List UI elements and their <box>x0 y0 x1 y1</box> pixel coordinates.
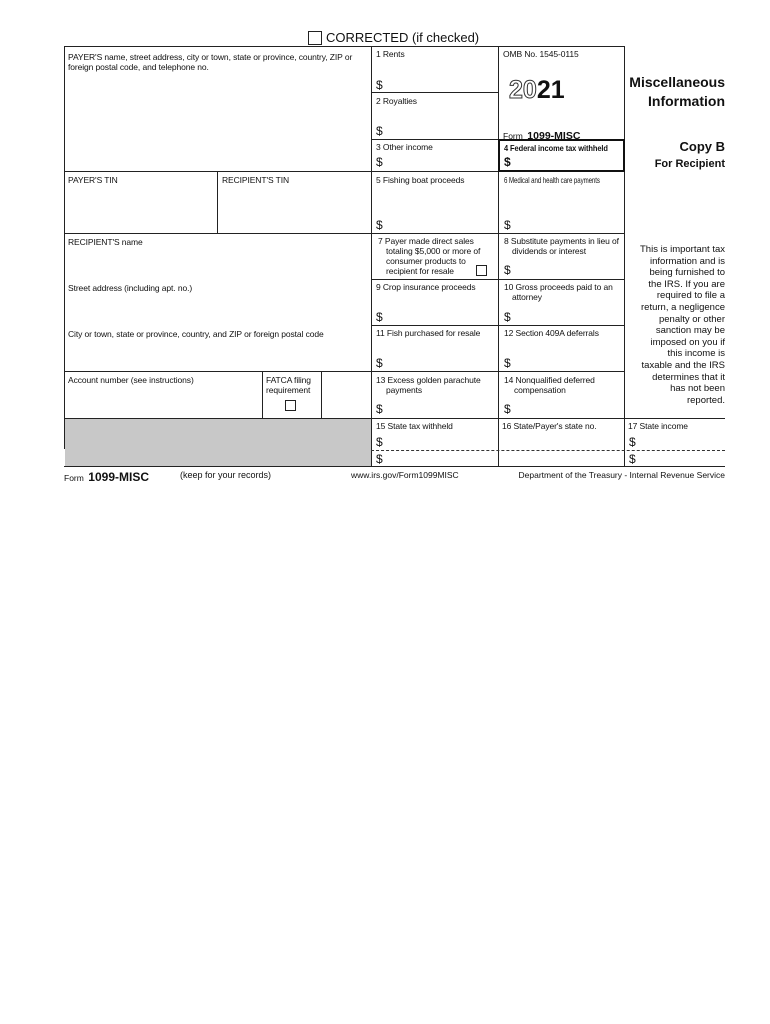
box6-dollar: $ <box>504 218 511 232</box>
box3-dollar: $ <box>376 155 383 169</box>
fatca-label-2: requirement <box>266 385 311 395</box>
box15-dollar-1: $ <box>376 435 383 449</box>
box4-label: 4 Federal income tax withheld <box>504 143 608 153</box>
fatca-checkbox[interactable] <box>285 400 296 411</box>
footer-keep-note: (keep for your records) <box>180 470 272 480</box>
box10-dollar: $ <box>504 310 511 324</box>
box7-checkbox[interactable] <box>476 265 487 276</box>
city-state-label: City or town, state or province, country, and ZIP or foreign postal code <box>68 329 324 339</box>
box16-label: 16 State/Payer's state no. <box>502 421 597 431</box>
box13-label-1: 13 Excess golden parachute <box>376 375 481 385</box>
box10-label-1: 10 Gross proceeds paid to an <box>504 282 613 292</box>
notice-line: reported. <box>686 394 725 406</box>
box1-label: 1 Rents <box>376 49 405 59</box>
account-number-label: Account number (see instructions) <box>68 375 194 385</box>
notice-text <box>626 244 725 406</box>
tax-year-suffix: 21 <box>536 76 565 104</box>
box7-label-1: 7 Payer made direct sales <box>378 236 474 246</box>
payer-name-label: PAYER'S name, street address, city or town, state or province, country, ZIP or foreign postal code, and telephone no. <box>68 52 353 72</box>
recipient-name-label: RECIPIENT'S name <box>68 237 143 247</box>
tax-year-prefix: 20 <box>509 76 537 104</box>
payer-tin-label: PAYER'S TIN <box>68 175 118 185</box>
omb-form-word: Form <box>503 131 523 141</box>
box13-dollar: $ <box>376 402 383 416</box>
notice-line: has not been <box>670 383 725 395</box>
box11-dollar: $ <box>376 356 383 370</box>
copy-label: Copy B <box>679 139 725 154</box>
box9-dollar: $ <box>376 310 383 324</box>
box7-label-2: totaling $5,000 or more of <box>386 246 481 256</box>
notice-line: imposed on you if <box>650 336 725 348</box>
omb-number: OMB No. 1545-0115 <box>503 49 579 59</box>
recipient-tin-label: RECIPIENT'S TIN <box>222 175 290 185</box>
box2-dollar: $ <box>376 124 383 138</box>
footer-department: Department of the Treasury - Internal Revenue Service <box>518 470 725 480</box>
box12-label: 12 Section 409A deferrals <box>504 328 599 338</box>
for-recipient-label: For Recipient <box>654 158 725 170</box>
box3-label: 3 Other income <box>376 142 433 152</box>
box15-label: 15 State tax withheld <box>376 421 453 431</box>
box7-label-4: recipient for resale <box>386 266 454 276</box>
omb-form-name: 1099-MISC <box>527 130 581 142</box>
box5-dollar: $ <box>376 218 383 232</box>
box4-dollar: $ <box>504 155 511 169</box>
box14-label-2: compensation <box>514 385 566 395</box>
box8-label-1: 8 Substitute payments in lieu of <box>504 236 619 246</box>
notice-line: sanction may be <box>655 325 725 337</box>
shaded-area <box>65 419 371 466</box>
street-address-label: Street address (including apt. no.) <box>68 283 193 293</box>
fatca-label-1: FATCA filing <box>266 375 311 385</box>
box2-label: 2 Royalties <box>376 96 417 106</box>
footer-form-name: 1099-MISC <box>88 470 149 484</box>
box6-label: 6 Medical and health care payments <box>504 175 600 185</box>
box17-label: 17 State income <box>628 421 688 431</box>
box5-label: 5 Fishing boat proceeds <box>376 175 465 185</box>
notice-line: This is important tax <box>640 244 725 255</box>
box14-label-1: 14 Nonqualified deferred <box>504 375 595 385</box>
box8-dollar: $ <box>504 263 511 277</box>
notice-line: this income is <box>667 348 725 360</box>
footer-form-id <box>64 468 149 486</box>
notice-line: determines that it <box>652 371 725 383</box>
box1-dollar: $ <box>376 78 383 92</box>
box17-dollar-2: $ <box>629 452 636 466</box>
notice-line: information and is <box>650 255 725 267</box>
omb-form-id <box>503 126 580 144</box>
box10-label-2: attorney <box>512 292 542 302</box>
box15-dollar-2: $ <box>376 452 383 466</box>
footer-url: www.irs.gov/Form1099MISC <box>351 470 459 480</box>
footer-form-word: Form <box>64 473 84 483</box>
form-title-line1: Miscellaneous <box>629 74 725 90</box>
corrected-checkbox[interactable] <box>308 31 322 45</box>
box12-dollar: $ <box>504 356 511 370</box>
notice-line: required to file a <box>656 290 725 302</box>
box8-label-2: dividends or interest <box>512 246 586 256</box>
notice-line: the IRS. If you are <box>648 278 725 290</box>
notice-line: penalty or other <box>658 313 725 325</box>
box7-label-3: consumer products to <box>386 256 466 266</box>
notice-line: being furnished to <box>649 267 725 279</box>
corrected-label: CORRECTED (if checked) <box>326 30 480 45</box>
box9-label: 9 Crop insurance proceeds <box>376 282 476 292</box>
notice-line: return, a negligence <box>641 301 725 313</box>
box13-label-2: payments <box>386 385 423 395</box>
box11-label: 11 Fish purchased for resale <box>376 328 481 338</box>
notice-line: taxable and the IRS <box>641 359 725 371</box>
box17-dollar-1: $ <box>629 435 636 449</box>
box14-dollar: $ <box>504 402 511 416</box>
tax-year <box>509 76 565 104</box>
form-title-line2: Information <box>648 93 725 109</box>
